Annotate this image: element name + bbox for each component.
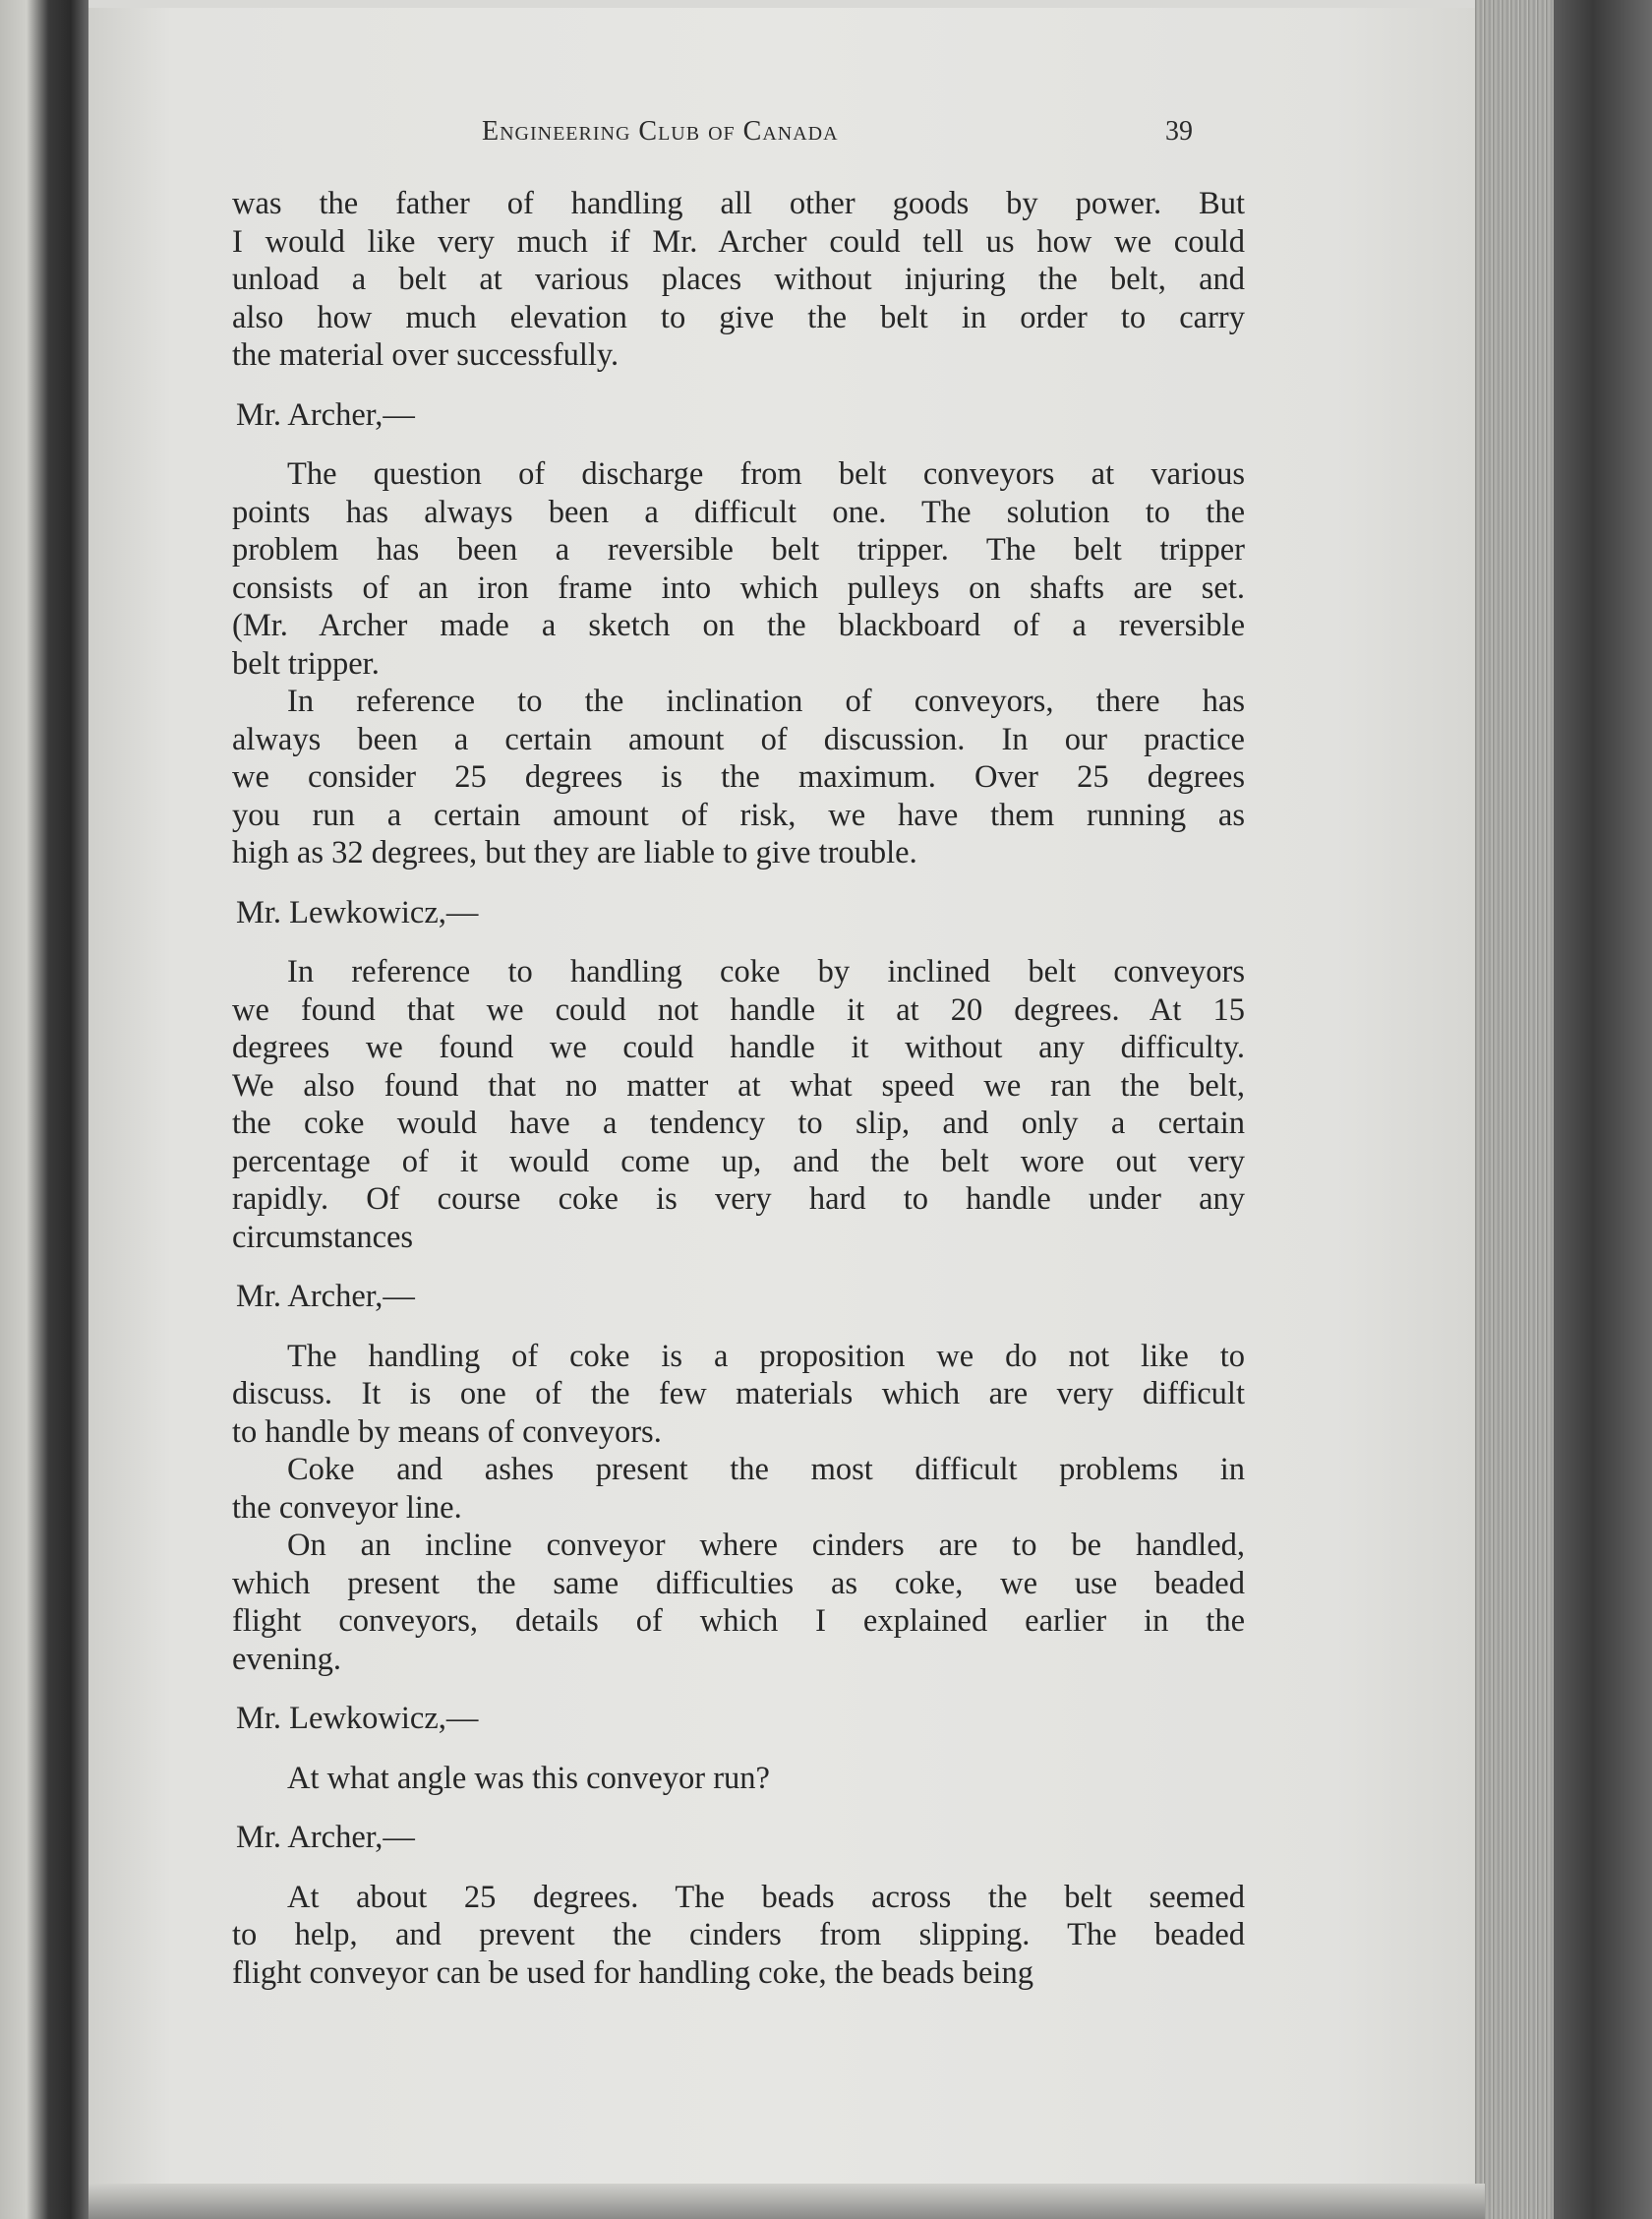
text-line: flight conveyor can be used for handling coke, the beads being xyxy=(232,1954,1033,1991)
text-line: I would like very much if Mr. Archer could tell us how we could xyxy=(232,223,1245,260)
page-number: 39 xyxy=(1165,116,1193,147)
paragraph xyxy=(232,185,1245,375)
page-header xyxy=(236,116,1219,155)
text-line: discuss. It is one of the few materials which are very difficult xyxy=(232,1376,1245,1411)
paragraph xyxy=(232,455,1245,683)
text-line: In reference to the inclination of conveyors, there has xyxy=(287,684,1245,719)
text-line: we found that we could not handle it at 20 degrees. At 15 xyxy=(232,991,1245,1028)
text-line: we consider 25 degrees is the maximum. Over 25 degrees xyxy=(232,759,1245,795)
speaker-label: Mr. Archer,— xyxy=(236,396,415,433)
text-line: At what angle was this conveyor run? xyxy=(287,1760,770,1796)
text-line: points has always been a difficult one. The solution to the xyxy=(232,494,1245,530)
text-line: The handling of coke is a proposition we do not like to xyxy=(287,1338,1245,1374)
text-line: flight conveyors, details of which I explained earlier in the xyxy=(232,1603,1245,1639)
text-line: always been a certain amount of discussion. In our practice xyxy=(232,721,1245,757)
text-line: which present the same difficulties as coke, we use beaded xyxy=(232,1565,1245,1601)
text-line: you run a certain amount of risk, we have them running as xyxy=(232,797,1245,833)
bottom-page-edge xyxy=(88,2184,1485,2219)
text-line: unload a belt at various places without injuring the belt, and xyxy=(232,262,1245,297)
text-line: the material over successfully. xyxy=(232,337,620,373)
text-line: also how much elevation to give the belt in order to carry xyxy=(232,299,1245,335)
paragraph xyxy=(232,1527,1245,1678)
paragraph xyxy=(232,683,1245,872)
speaker-label: Mr. Archer,— xyxy=(236,1820,415,1855)
text-line: (Mr. Archer made a sketch on the blackboard of a reversible xyxy=(232,608,1245,643)
text-line: to help, and prevent the cinders from slipping. The beaded xyxy=(232,1917,1245,1952)
text-line: degrees we found we could handle it without any difficulty. xyxy=(232,1030,1245,1065)
text-line: the conveyor line. xyxy=(232,1489,462,1526)
body-text xyxy=(232,185,1245,1992)
text-line: the coke would have a tendency to slip, and only a certain xyxy=(232,1106,1245,1141)
text-line: to handle by means of conveyors. xyxy=(232,1413,662,1450)
running-head: Engineering Club of Canada xyxy=(482,116,839,147)
text-line: evening. xyxy=(232,1641,342,1677)
text-line: We also found that no matter at what speed we ran the belt, xyxy=(232,1067,1245,1104)
text-line: At about 25 degrees. The beads across the belt seemed xyxy=(287,1879,1245,1915)
text-line: belt tripper. xyxy=(232,645,380,682)
paragraph xyxy=(232,1451,1245,1527)
text-line: The question of discharge from belt conveyors at various xyxy=(287,456,1245,492)
text-line: rapidly. Of course coke is very hard to handle under any xyxy=(232,1181,1245,1217)
left-page-edge xyxy=(0,0,88,2219)
text-line: consists of an iron frame into which pulleys on shafts are set. xyxy=(232,570,1245,606)
text-line: Coke and ashes present the most difficult problems in xyxy=(287,1452,1245,1487)
text-line: problem has been a reversible belt tripper. The belt tripper xyxy=(232,532,1245,568)
paragraph xyxy=(232,953,1245,1256)
speaker-label: Mr. Archer,— xyxy=(236,1279,415,1314)
speaker-label: Mr. Lewkowicz,— xyxy=(236,894,479,930)
paragraph xyxy=(232,1879,1245,1993)
paragraph xyxy=(232,1760,1245,1798)
text-line: was the father of handling all other goods by power. But xyxy=(232,186,1245,221)
book-binding-edge xyxy=(1554,0,1652,2219)
paragraph xyxy=(232,1338,1245,1452)
speaker-label: Mr. Lewkowicz,— xyxy=(236,1701,479,1736)
text-line: On an incline conveyor where cinders are to be handled, xyxy=(287,1528,1245,1563)
text-line: high as 32 degrees, but they are liable to give trouble. xyxy=(232,835,917,870)
text-line: In reference to handling coke by inclined belt conveyors xyxy=(287,954,1245,990)
text-line: percentage of it would come up, and the belt wore out very xyxy=(232,1143,1245,1179)
text-line: circumstances xyxy=(232,1219,414,1255)
